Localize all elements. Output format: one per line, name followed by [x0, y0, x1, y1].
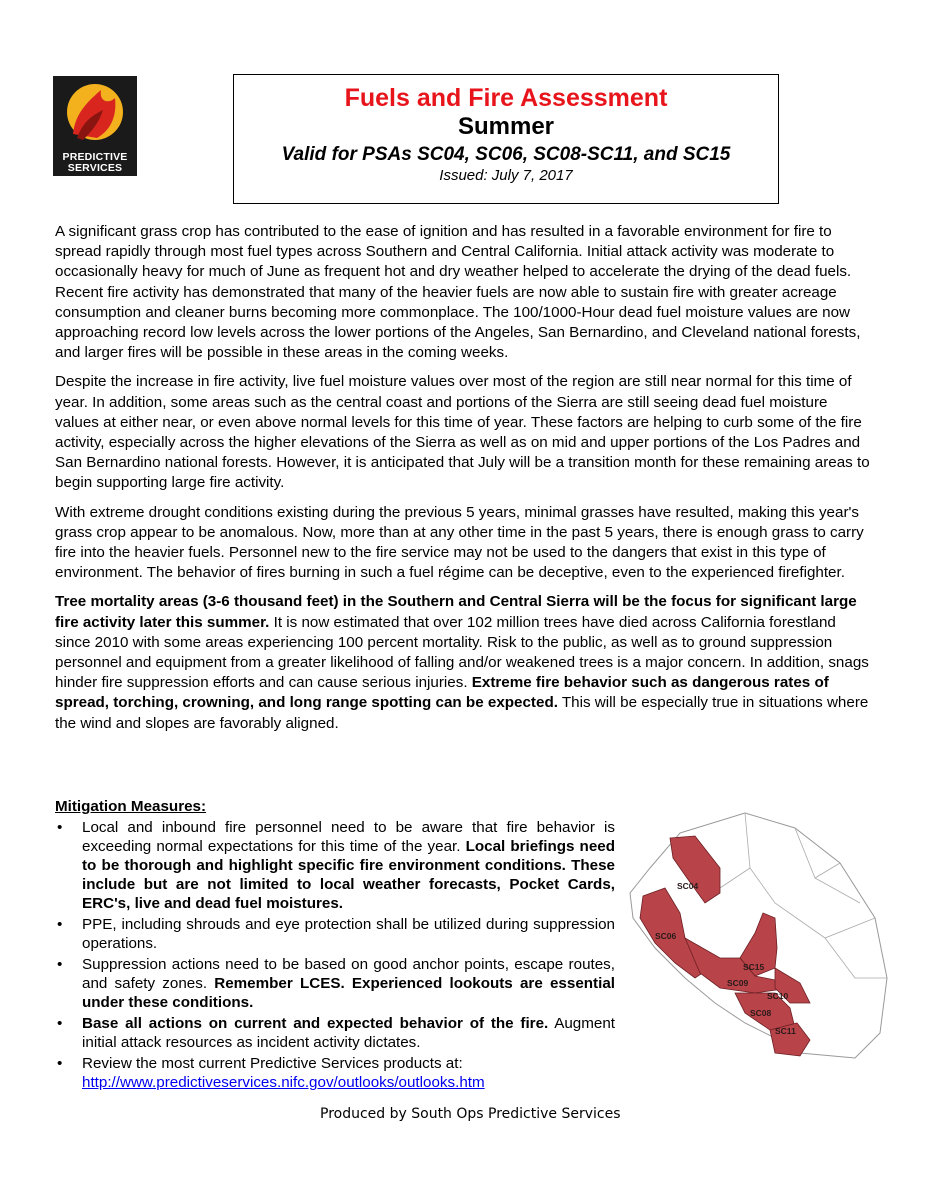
map-label-sc15: SC15	[743, 962, 765, 972]
paragraph-4-text-1: It is now estimated that over 102 million trees have died across California forestland since 2010 with some areas experiencing 100 percent mortality. Risk to the public, as well as to ground suppression personnel and equipment from a greater likelihood of falling and/or weakened trees is a major concern. In addition, snags hinder fire suppression efforts and can cause serious injuries.	[55, 613, 869, 692]
list-item-emphasis: Local briefings need to be thorough and highlight specific fire environment conditions. These include but are not limited to local weather forecasts, Pocket Cards, ERC's, live and dead fuel moistures.	[82, 838, 616, 912]
map-label-sc10: SC10	[767, 991, 789, 1001]
list-item-emphasis: Base all actions on current and expected behavior of the fire.	[82, 1015, 549, 1032]
list-item-text: Suppression actions need to be based on good anchor points, escape routes, and safety zones.	[82, 956, 615, 992]
list-item-text: PPE, including shrouds and eye protection shall be utilized during suppression operations.	[82, 916, 615, 952]
validity-line: Valid for PSAs SC04, SC06, SC08-SC11, and SC15	[281, 144, 731, 165]
issued-date: Issued: July 7, 2017	[439, 167, 573, 184]
logo-text: PREDICTIVE SERVICES	[62, 151, 128, 174]
psa-map	[625, 808, 890, 1068]
list-item	[55, 955, 615, 1012]
paragraph-3: With extreme drought conditions existing during the previous 5 years, minimal grasses have resulted, making this year's grass crop appear to be anomalous. Now, more than at any other time in the past 5 years, there is enough grass to carry fire into the heavier fuels. Personnel new to the fire service may not be used to the dangers that exist in this type of environment. The behavior of fires burning in such a fuel régime can be deceptive, even to the experienced firefighter.	[55, 503, 864, 582]
list-item	[55, 915, 615, 953]
paragraph-4	[55, 592, 875, 733]
map-label-sc06: SC06	[655, 931, 677, 941]
map-label-sc08: SC08	[750, 1008, 772, 1018]
mitigation-list	[55, 818, 615, 1092]
bullet: •	[57, 916, 63, 933]
list-item-text: Augment initial attack resources as incident activity dictates.	[82, 1015, 616, 1051]
paragraph-1: A significant grass crop has contributed to the ease of ignition and has resulted in a favorable environment for fire to spread rapidly through most fuel types across Southern and Central California. Initial attack activity was moderate to occasionally heavy for much of June as frequent hot and dry weather helped to accelerate the drying of the dead fuels. Recent fire activity has demonstrated that many of the heavier fuels are now able to sustain fire with greater acreage consumption and cleaner burns becoming more commonplace. The 100/1000-Hour dead fuel moisture values are now approaching record low levels across the lower portions of the Angeles, San Bernardino, and Cleveland national forests, and larger fires will be possible in these areas in the coming weeks.	[55, 223, 861, 362]
title-box	[233, 74, 779, 204]
assessment-body	[55, 222, 875, 743]
season-title: Summer	[457, 113, 555, 140]
bullet: •	[57, 956, 63, 973]
paragraph-4-text-2: This will be especially true in situations where the wind and slopes are favorably aligned.	[55, 694, 869, 732]
map-label-sc04: SC04	[677, 881, 699, 891]
list-item	[55, 818, 615, 913]
list-item-emphasis: Remember LCES. Experienced lookouts are essential under these conditions.	[82, 975, 615, 1011]
bullet: •	[57, 819, 63, 836]
bullet: •	[57, 1055, 63, 1072]
list-item-text: Local and inbound fire personnel need to be aware that fire behavior is exceeding normal expectations for this time of the year.	[82, 819, 615, 855]
list-item	[55, 1014, 615, 1052]
list-item	[55, 1054, 615, 1092]
map-label-sc09: SC09	[727, 978, 749, 988]
mitigation-section	[55, 797, 615, 1094]
mitigation-heading: Mitigation Measures:	[55, 798, 207, 815]
list-item-text: Review the most current Predictive Services products at:	[82, 1055, 463, 1072]
extreme-behavior-emphasis: Extreme fire behavior such as dangerous rates of spread, torching, crowning, and long range spotting can be expected.	[55, 674, 829, 712]
document-title: Fuels and Fire Assessment	[344, 84, 668, 112]
paragraph-2: Despite the increase in fire activity, live fuel moisture values over most of the region are still near normal for this time of year. In addition, some areas such as the central coast and portions of the Sierra are still seeing dead fuel moisture values at either near, or even above normal levels for this time of year. These factors are helping to curb some of the fire activity, especially across the higher elevations of the Sierra as well as on mid and upper portions of the Los Padres and San Bernardino national forests. However, it is anticipated that July will be a transition month for these remaining areas to begin supporting large fire activity.	[55, 373, 870, 492]
footer-credit: Produced by South Ops Predictive Services	[320, 1106, 621, 1122]
bullet: •	[57, 1015, 63, 1032]
tree-mortality-emphasis: Tree mortality areas (3-6 thousand feet) in the Southern and Central Sierra will be the focus for significant large fire activity later this summer.	[55, 593, 857, 631]
outlooks-link[interactable]: http://www.predictiveservices.nifc.gov/outlooks/outlooks.htm	[82, 1074, 485, 1091]
map-label-sc11: SC11	[775, 1026, 796, 1036]
predictive-services-logo	[53, 76, 137, 176]
